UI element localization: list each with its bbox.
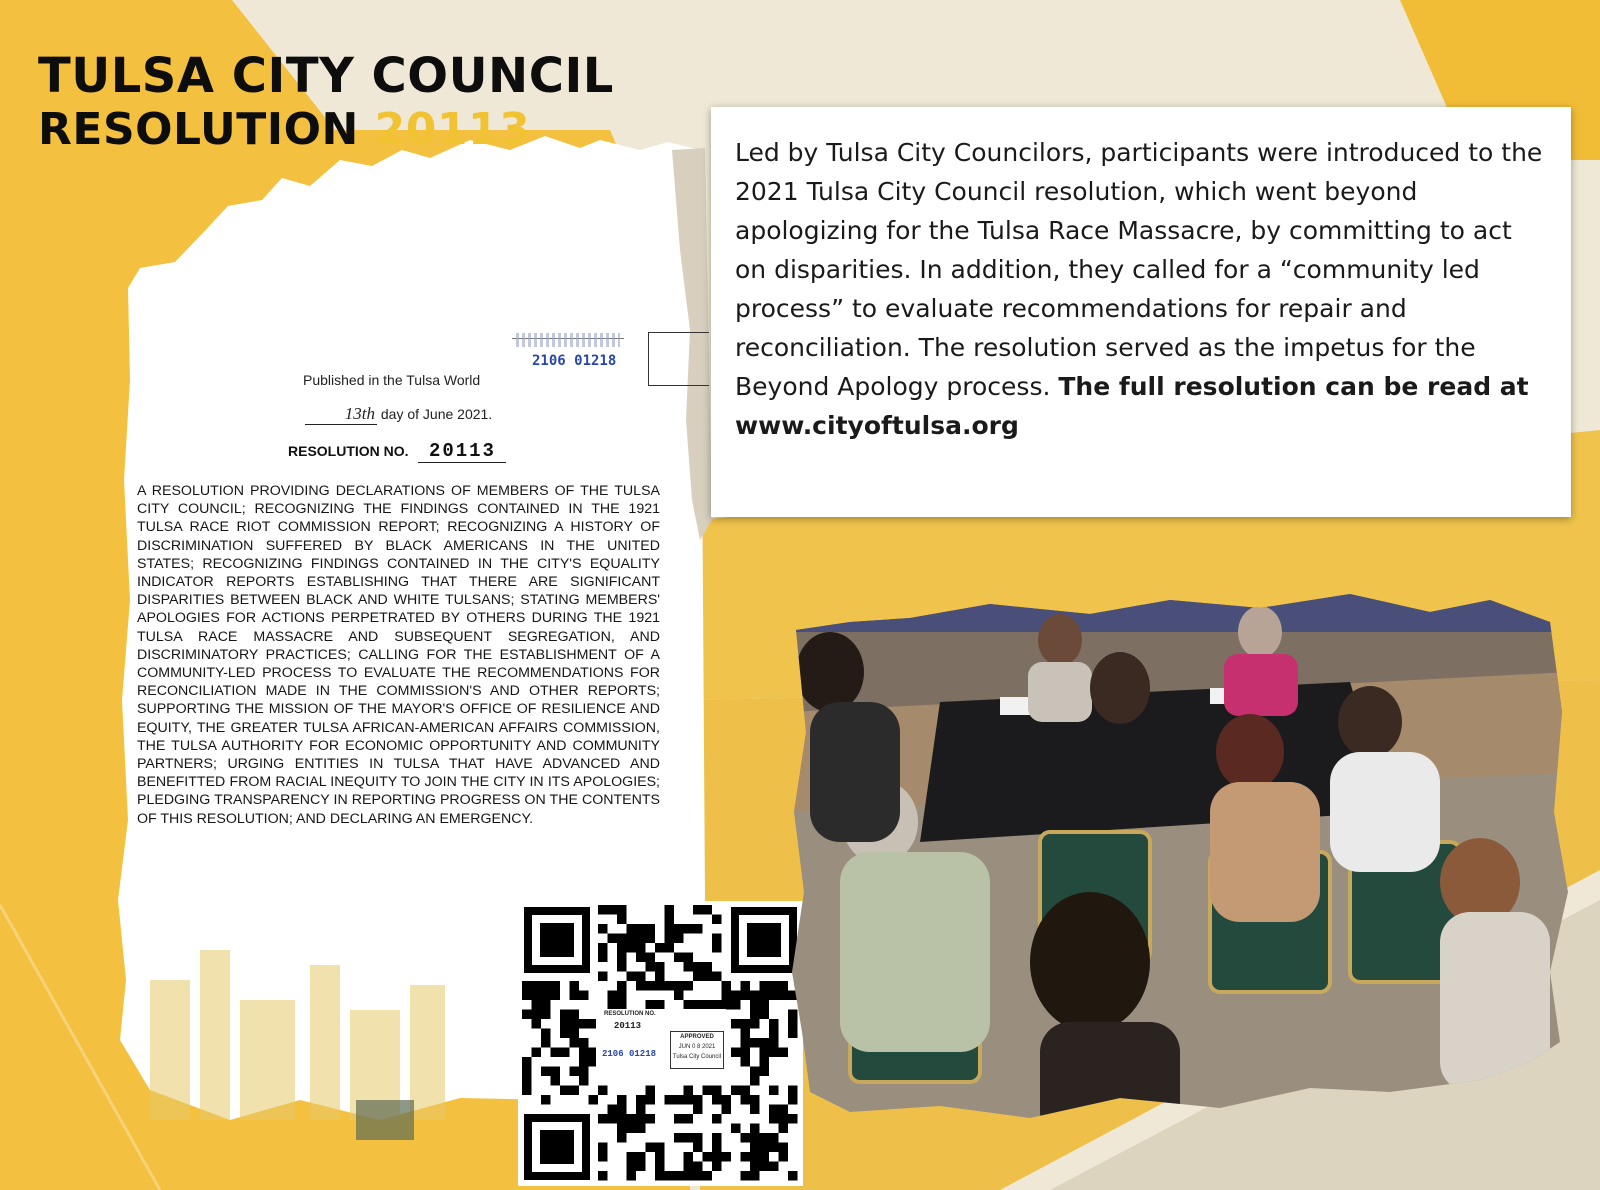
qr-stamp-title: RESOLUTION NO. bbox=[604, 1011, 656, 1017]
resolution-document bbox=[120, 260, 700, 900]
title-resolution-word: RESOLUTION bbox=[38, 104, 359, 155]
page-title bbox=[38, 48, 614, 156]
qr-stamp-number: 20113 bbox=[614, 1021, 642, 1031]
published-date-line bbox=[305, 404, 492, 425]
resolution-label: RESOLUTION NO. bbox=[288, 443, 409, 459]
published-line: Published in the Tulsa World bbox=[303, 372, 481, 388]
title-line-2 bbox=[38, 104, 614, 156]
resolution-body: A RESOLUTION PROVIDING DECLARATIONS OF MEMBERS OF THE TULSA CITY COUNCIL; RECOGNIZING THE FINDINGS CONTAINED IN THE 1921 TULSA RACE RIOT COMMISSION REPORT; RECOGNIZING A HISTORY OF DISCRIMINATION SUFFERED BY BLACK AMERICANS IN THE UNITED STATES; RECOGNIZING FINDINGS CONTAINED IN THE CITY'S EQUALITY INDICATOR REPORTS ESTABLISHING THAT THERE ARE SIGNIFICANT DISPARITIES BETWEEN BLACK AND WHITE TULSANS; STATING MEMBERS' APOLOGIES FOR ACTIONS PERPETRATED BY OTHERS DURING THE 1921 TULSA RACE MASSACRE AND SUBSEQUENT SEGREGATION, AND DISCRIMINATORY PRACTICES; CALLING FOR THE ESTABLISHMENT OF A COMMUNITY-LED PROCESS TO EVALUATE THE RECOMMENDATIONS FOR RECONCILIATION MADE IN THE COMMISSION'S AND OTHER REPORTS; SUPPORTING THE MISSION OF THE MAYOR'S OFFICE OF RESILIENCE AND EQUITY, THE GREATER TULSA AFRICAN-AMERICAN AFFAIRS COMMISSION, THE TULSA AUTHORITY FOR ECONOMIC OPPORTUNITY AND COMMUNITY PARTNERS; URGING ENTITIES IN TULSA THAT HAVE ADVANCED AND BENEFITTED FROM RACIAL INEQUITY TO JOIN THE CITY IN ITS APOLOGIES; PLEDGING TRANSPARENCY IN REPORTING PROGRESS ON THE CONTENTS OF THIS RESOLUTION; AND DECLARING AN EMERGENCY. bbox=[137, 483, 660, 827]
qr-center-stamp bbox=[596, 1009, 726, 1073]
resolution-number-line bbox=[288, 440, 506, 463]
qr-approved-date: JUN 0 8 2021 bbox=[678, 1044, 716, 1050]
qr-code[interactable] bbox=[518, 901, 803, 1186]
qr-stamp-code: 2106 01218 bbox=[602, 1049, 657, 1059]
qr-approved-by: Tulsa City Council bbox=[672, 1054, 722, 1060]
stamp-number: 2106 01218 bbox=[532, 353, 617, 369]
resolution-number: 20113 bbox=[418, 440, 506, 463]
qr-approved-box bbox=[670, 1031, 724, 1069]
handwritten-day: 13th bbox=[305, 404, 377, 425]
meeting-photo bbox=[790, 592, 1570, 1132]
title-line-1: TULSA CITY COUNCIL bbox=[38, 48, 614, 104]
info-paragraph bbox=[735, 133, 1547, 445]
receipt-stamp bbox=[512, 338, 624, 377]
info-box bbox=[711, 107, 1571, 517]
qr-approved-label: APPROVED bbox=[680, 1034, 714, 1040]
title-resolution-number: 20113 bbox=[374, 104, 531, 155]
info-text: Led by Tulsa City Councilors, participants were introduced to the 2021 Tulsa City Council resolution, which went beyond apologizing for the Tulsa Race Massacre, by committing to act on disparities. In addition, they called for a “community led process” to evaluate recommendations for repair and reconciliation. The resolution served as the impetus for the Beyond Apology process. bbox=[735, 138, 1543, 401]
info-link-text: The full resolution can be read at www.cityoftulsa.org bbox=[735, 372, 1529, 440]
approval-stamp-fragment bbox=[648, 332, 709, 386]
day-suffix: day of June 2021. bbox=[380, 406, 493, 422]
